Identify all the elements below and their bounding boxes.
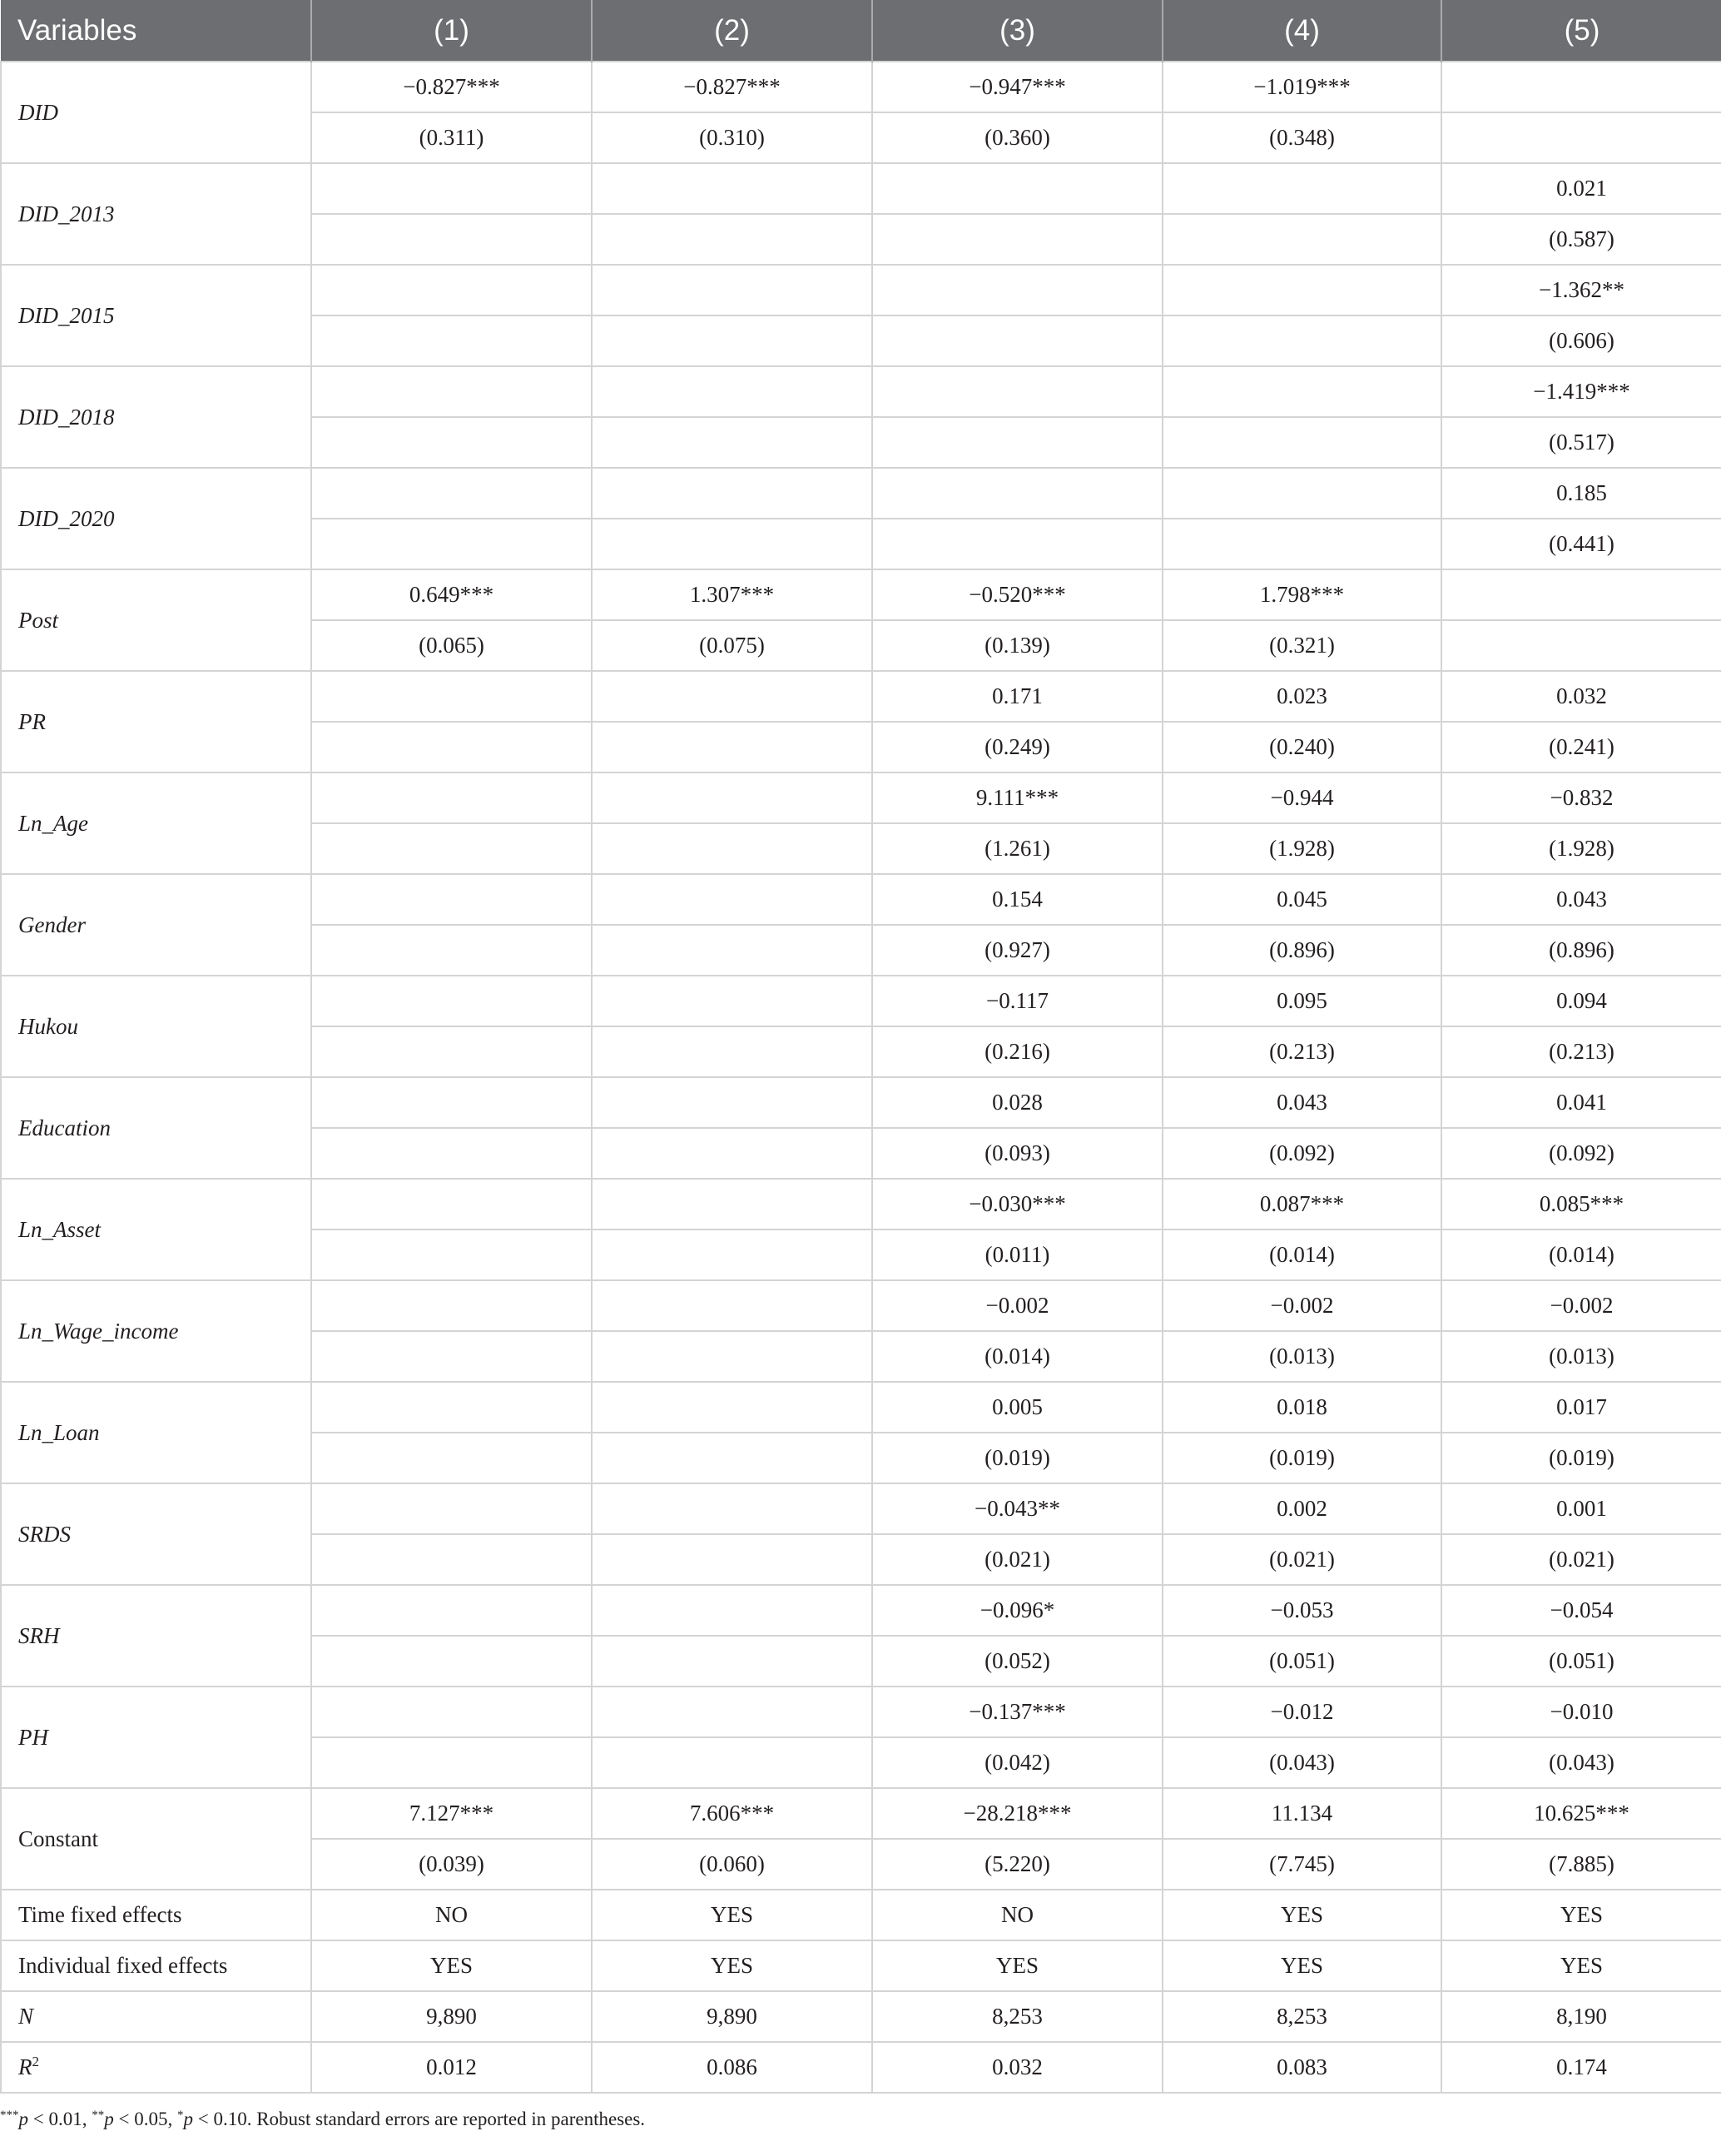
coefficient-cell	[311, 1077, 592, 1128]
table-row-r-squared	[1, 2042, 1721, 2093]
std-error-cell	[311, 1331, 592, 1382]
coefficient-cell	[311, 1585, 592, 1636]
table-row-coefficient	[1, 1077, 1721, 1128]
coefficient-cell: 0.043	[1441, 874, 1721, 925]
table-row-coefficient	[1, 1788, 1721, 1839]
coefficient-cell: −0.054	[1441, 1585, 1721, 1636]
column-header-2: (2)	[592, 0, 872, 62]
table-row-coefficient	[1, 772, 1721, 823]
coefficient-cell	[311, 265, 592, 315]
value-cell: 0.012	[311, 2042, 592, 2093]
variable-label: Ln_Wage_income	[1, 1280, 311, 1382]
coefficient-cell: 7.127***	[311, 1788, 592, 1839]
column-header-variables: Variables	[1, 0, 311, 62]
std-error-cell	[592, 315, 872, 366]
std-error-cell	[592, 519, 872, 569]
std-error-cell: (0.039)	[311, 1839, 592, 1890]
footnote-stars: ***	[0, 2109, 19, 2122]
std-error-cell	[592, 214, 872, 265]
std-error-cell	[311, 1230, 592, 1280]
std-error-cell	[592, 823, 872, 874]
variable-label: SRDS	[1, 1483, 311, 1585]
coefficient-cell: 0.045	[1163, 874, 1441, 925]
coefficient-cell: 0.649***	[311, 569, 592, 620]
coefficient-cell: −0.010	[1441, 1687, 1721, 1737]
variable-label: Constant	[1, 1788, 311, 1890]
std-error-cell: (0.896)	[1163, 925, 1441, 976]
std-error-cell	[1163, 214, 1441, 265]
coefficient-cell	[872, 366, 1163, 417]
std-error-cell: (0.021)	[1441, 1534, 1721, 1585]
coefficient-cell: −1.362**	[1441, 265, 1721, 315]
std-error-cell	[311, 823, 592, 874]
coefficient-cell: −0.832	[1441, 772, 1721, 823]
coefficient-cell	[592, 265, 872, 315]
coefficient-cell	[592, 366, 872, 417]
std-error-cell	[311, 1128, 592, 1179]
std-error-cell: (0.587)	[1441, 214, 1721, 265]
coefficient-cell	[311, 874, 592, 925]
std-error-cell: (0.021)	[1163, 1534, 1441, 1585]
value-cell: YES	[592, 1940, 872, 1991]
coefficient-cell	[592, 1585, 872, 1636]
std-error-cell: (5.220)	[872, 1839, 1163, 1890]
std-error-cell	[311, 1534, 592, 1585]
column-header-4: (4)	[1163, 0, 1441, 62]
std-error-cell	[592, 1534, 872, 1585]
header-row	[1, 0, 1721, 62]
coefficient-cell: 0.043	[1163, 1077, 1441, 1128]
coefficient-cell	[1163, 265, 1441, 315]
row-label: N	[1, 1991, 311, 2042]
coefficient-cell	[311, 1280, 592, 1331]
std-error-cell: (0.019)	[1163, 1433, 1441, 1483]
coefficient-cell	[311, 468, 592, 519]
std-error-cell	[311, 1026, 592, 1077]
variable-label: PR	[1, 671, 311, 772]
coefficient-cell: −0.827***	[592, 62, 872, 112]
std-error-cell: (0.021)	[872, 1534, 1163, 1585]
std-error-cell: (0.019)	[872, 1433, 1163, 1483]
std-error-cell: (0.441)	[1441, 519, 1721, 569]
coefficient-cell: 0.017	[1441, 1382, 1721, 1433]
std-error-cell: (0.517)	[1441, 417, 1721, 468]
std-error-cell: (0.051)	[1441, 1636, 1721, 1687]
table-row-individual-fixed-effects	[1, 1940, 1721, 1991]
coefficient-cell: 11.134	[1163, 1788, 1441, 1839]
coefficient-cell: −0.096*	[872, 1585, 1163, 1636]
std-error-cell	[1441, 620, 1721, 671]
table-row-coefficient	[1, 1179, 1721, 1230]
std-error-cell: (0.360)	[872, 112, 1163, 163]
std-error-cell: (0.092)	[1441, 1128, 1721, 1179]
coefficient-cell	[592, 874, 872, 925]
coefficient-cell: 9.111***	[872, 772, 1163, 823]
std-error-cell	[311, 925, 592, 976]
std-error-cell	[1163, 315, 1441, 366]
footnote-text: < 0.05,	[113, 2109, 177, 2129]
variable-label: DID_2015	[1, 265, 311, 366]
variable-label: Ln_Asset	[1, 1179, 311, 1280]
coefficient-cell	[311, 772, 592, 823]
std-error-cell	[592, 1636, 872, 1687]
variable-label: PH	[1, 1687, 311, 1788]
coefficient-cell	[311, 1382, 592, 1433]
std-error-cell: (0.019)	[1441, 1433, 1721, 1483]
value-cell: 8,190	[1441, 1991, 1721, 2042]
coefficient-cell: 0.021	[1441, 163, 1721, 214]
std-error-cell	[592, 1230, 872, 1280]
coefficient-cell: −0.137***	[872, 1687, 1163, 1737]
std-error-cell	[311, 214, 592, 265]
coefficient-cell	[311, 163, 592, 214]
value-cell: YES	[1441, 1890, 1721, 1940]
std-error-cell	[592, 722, 872, 772]
value-cell: 9,890	[592, 1991, 872, 2042]
std-error-cell	[592, 417, 872, 468]
std-error-cell: (1.928)	[1441, 823, 1721, 874]
coefficient-cell: −0.012	[1163, 1687, 1441, 1737]
coefficient-cell: 10.625***	[1441, 1788, 1721, 1839]
std-error-cell	[872, 214, 1163, 265]
variable-label: Education	[1, 1077, 311, 1179]
std-error-cell: (0.011)	[872, 1230, 1163, 1280]
std-error-cell: (0.075)	[592, 620, 872, 671]
std-error-cell	[592, 1331, 872, 1382]
coefficient-cell: −0.043**	[872, 1483, 1163, 1534]
std-error-cell	[311, 519, 592, 569]
std-error-cell: (7.745)	[1163, 1839, 1441, 1890]
footnote-stars: *	[176, 2109, 184, 2122]
coefficient-cell: 0.005	[872, 1382, 1163, 1433]
value-cell: YES	[592, 1890, 872, 1940]
coefficient-cell	[311, 1179, 592, 1230]
table-row-coefficient	[1, 874, 1721, 925]
variable-label: Ln_Loan	[1, 1382, 311, 1483]
std-error-cell: (0.052)	[872, 1636, 1163, 1687]
coefficient-cell	[592, 772, 872, 823]
std-error-cell	[1163, 519, 1441, 569]
coefficient-cell: −28.218***	[872, 1788, 1163, 1839]
coefficient-cell: 0.094	[1441, 976, 1721, 1026]
coefficient-cell: −0.827***	[311, 62, 592, 112]
std-error-cell: (7.885)	[1441, 1839, 1721, 1890]
coefficient-cell	[311, 1483, 592, 1534]
std-error-cell: (0.065)	[311, 620, 592, 671]
value-cell: NO	[872, 1890, 1163, 1940]
std-error-cell	[311, 1737, 592, 1788]
std-error-cell	[311, 1433, 592, 1483]
coefficient-cell: 0.041	[1441, 1077, 1721, 1128]
coefficient-cell	[1163, 366, 1441, 417]
table-row-coefficient	[1, 569, 1721, 620]
std-error-cell: (0.241)	[1441, 722, 1721, 772]
coefficient-cell: 0.095	[1163, 976, 1441, 1026]
std-error-cell: (0.213)	[1441, 1026, 1721, 1077]
coefficient-cell	[592, 1382, 872, 1433]
table-row-coefficient	[1, 1280, 1721, 1331]
value-cell: 8,253	[872, 1991, 1163, 2042]
coefficient-cell: 1.798***	[1163, 569, 1441, 620]
table-row-coefficient	[1, 163, 1721, 214]
std-error-cell: (0.213)	[1163, 1026, 1441, 1077]
std-error-cell	[592, 1433, 872, 1483]
coefficient-cell: −0.520***	[872, 569, 1163, 620]
coefficient-cell: −0.002	[1441, 1280, 1721, 1331]
std-error-cell: (0.051)	[1163, 1636, 1441, 1687]
std-error-cell	[592, 925, 872, 976]
value-cell: 0.083	[1163, 2042, 1441, 2093]
footnote-p-symbol: p	[183, 2109, 193, 2129]
std-error-cell: (0.249)	[872, 722, 1163, 772]
coefficient-cell	[1163, 163, 1441, 214]
variable-label: DID	[1, 62, 311, 163]
column-header-1: (1)	[311, 0, 592, 62]
footnote-text: < 0.10. Robust standard errors are reported in parentheses.	[192, 2109, 646, 2129]
value-cell: 9,890	[311, 1991, 592, 2042]
coefficient-cell: 0.028	[872, 1077, 1163, 1128]
coefficient-cell: 0.032	[1441, 671, 1721, 722]
coefficient-cell: −0.117	[872, 976, 1163, 1026]
coefficient-cell: −0.030***	[872, 1179, 1163, 1230]
std-error-cell: (0.042)	[872, 1737, 1163, 1788]
coefficient-cell: 0.001	[1441, 1483, 1721, 1534]
std-error-cell: (0.321)	[1163, 620, 1441, 671]
std-error-cell: (0.060)	[592, 1839, 872, 1890]
coefficient-cell	[592, 1077, 872, 1128]
value-cell: YES	[1441, 1940, 1721, 1991]
footnote-stars: **	[92, 2109, 105, 2122]
table-row-coefficient	[1, 1382, 1721, 1433]
std-error-cell: (0.896)	[1441, 925, 1721, 976]
std-error-cell	[311, 722, 592, 772]
std-error-cell: (0.240)	[1163, 722, 1441, 772]
variable-label: DID_2020	[1, 468, 311, 569]
variable-label: SRH	[1, 1585, 311, 1687]
std-error-cell: (0.139)	[872, 620, 1163, 671]
table-row-time-fixed-effects	[1, 1890, 1721, 1940]
coefficient-cell	[1441, 569, 1721, 620]
std-error-cell	[1441, 112, 1721, 163]
variable-label: DID_2018	[1, 366, 311, 468]
std-error-cell: (1.261)	[872, 823, 1163, 874]
table-row-coefficient	[1, 976, 1721, 1026]
std-error-cell: (0.348)	[1163, 112, 1441, 163]
coefficient-cell	[592, 163, 872, 214]
table-row-coefficient	[1, 1585, 1721, 1636]
value-cell: YES	[872, 1940, 1163, 1991]
table-row-coefficient	[1, 62, 1721, 112]
variable-label: Hukou	[1, 976, 311, 1077]
row-label: Time fixed effects	[1, 1890, 311, 1940]
table-row-coefficient	[1, 366, 1721, 417]
value-cell: 0.032	[872, 2042, 1163, 2093]
coefficient-cell	[592, 1687, 872, 1737]
std-error-cell	[311, 417, 592, 468]
table-row-n	[1, 1991, 1721, 2042]
std-error-cell: (0.093)	[872, 1128, 1163, 1179]
std-error-cell: (0.216)	[872, 1026, 1163, 1077]
value-cell: 0.174	[1441, 2042, 1721, 2093]
coefficient-cell: 7.606***	[592, 1788, 872, 1839]
coefficient-cell: 0.018	[1163, 1382, 1441, 1433]
std-error-cell: (0.014)	[1163, 1230, 1441, 1280]
std-error-cell: (0.043)	[1441, 1737, 1721, 1788]
coefficient-cell: 0.154	[872, 874, 1163, 925]
coefficient-cell	[592, 1483, 872, 1534]
table-row-coefficient	[1, 1483, 1721, 1534]
footnote-text: < 0.01,	[28, 2109, 92, 2129]
variable-label: Gender	[1, 874, 311, 976]
variable-label: Ln_Age	[1, 772, 311, 874]
coefficient-cell: 0.023	[1163, 671, 1441, 722]
coefficient-cell: −0.002	[1163, 1280, 1441, 1331]
std-error-cell	[592, 1737, 872, 1788]
std-error-cell	[872, 519, 1163, 569]
coefficient-cell: 0.002	[1163, 1483, 1441, 1534]
std-error-cell	[1163, 417, 1441, 468]
std-error-cell	[311, 315, 592, 366]
coefficient-cell	[872, 163, 1163, 214]
row-label	[1, 2042, 311, 2093]
coefficient-cell: 0.085***	[1441, 1179, 1721, 1230]
coefficient-cell	[872, 468, 1163, 519]
value-cell: YES	[1163, 1890, 1441, 1940]
value-cell: 8,253	[1163, 1991, 1441, 2042]
coefficient-cell	[1163, 468, 1441, 519]
std-error-cell	[872, 315, 1163, 366]
std-error-cell	[311, 1636, 592, 1687]
std-error-cell: (0.014)	[872, 1331, 1163, 1382]
value-cell: 0.086	[592, 2042, 872, 2093]
std-error-cell: (0.311)	[311, 112, 592, 163]
std-error-cell: (1.928)	[1163, 823, 1441, 874]
r-squared-symbol: R	[18, 2054, 32, 2079]
coefficient-cell	[311, 976, 592, 1026]
table-row-coefficient	[1, 468, 1721, 519]
value-cell: YES	[1163, 1940, 1441, 1991]
coefficient-cell: 0.171	[872, 671, 1163, 722]
coefficient-cell	[592, 671, 872, 722]
coefficient-cell: 0.087***	[1163, 1179, 1441, 1230]
footnote-p-symbol: p	[18, 2109, 28, 2129]
value-cell: NO	[311, 1890, 592, 1940]
std-error-cell: (0.927)	[872, 925, 1163, 976]
std-error-cell: (0.013)	[1441, 1331, 1721, 1382]
coefficient-cell: −1.019***	[1163, 62, 1441, 112]
std-error-cell: (0.606)	[1441, 315, 1721, 366]
table-row-coefficient	[1, 1687, 1721, 1737]
std-error-cell: (0.014)	[1441, 1230, 1721, 1280]
variable-label: DID_2013	[1, 163, 311, 265]
coefficient-cell	[872, 265, 1163, 315]
coefficient-cell	[592, 468, 872, 519]
coefficient-cell	[592, 976, 872, 1026]
coefficient-cell	[592, 1280, 872, 1331]
coefficient-cell	[1441, 62, 1721, 112]
column-header-5: (5)	[1441, 0, 1721, 62]
coefficient-cell: 1.307***	[592, 569, 872, 620]
coefficient-cell	[592, 1179, 872, 1230]
coefficient-cell	[311, 366, 592, 417]
std-error-cell: (0.013)	[1163, 1331, 1441, 1382]
std-error-cell: (0.092)	[1163, 1128, 1441, 1179]
footnote-p-symbol: p	[104, 2109, 114, 2129]
column-header-3: (3)	[872, 0, 1163, 62]
coefficient-cell: −0.053	[1163, 1585, 1441, 1636]
table-row-coefficient	[1, 671, 1721, 722]
std-error-cell: (0.043)	[1163, 1737, 1441, 1788]
table-footnote	[0, 2094, 1721, 2130]
coefficient-cell	[311, 1687, 592, 1737]
coefficient-cell: −0.944	[1163, 772, 1441, 823]
coefficient-cell	[311, 671, 592, 722]
coefficient-cell: −1.419***	[1441, 366, 1721, 417]
r-squared-exponent: 2	[32, 2054, 39, 2069]
variable-label: Post	[1, 569, 311, 671]
std-error-cell	[592, 1026, 872, 1077]
coefficient-cell: −0.947***	[872, 62, 1163, 112]
row-label: Individual fixed effects	[1, 1940, 311, 1991]
value-cell: YES	[311, 1940, 592, 1991]
coefficient-cell: 0.185	[1441, 468, 1721, 519]
std-error-cell: (0.310)	[592, 112, 872, 163]
std-error-cell	[592, 1128, 872, 1179]
table-row-coefficient	[1, 265, 1721, 315]
coefficient-cell: −0.002	[872, 1280, 1163, 1331]
std-error-cell	[872, 417, 1163, 468]
